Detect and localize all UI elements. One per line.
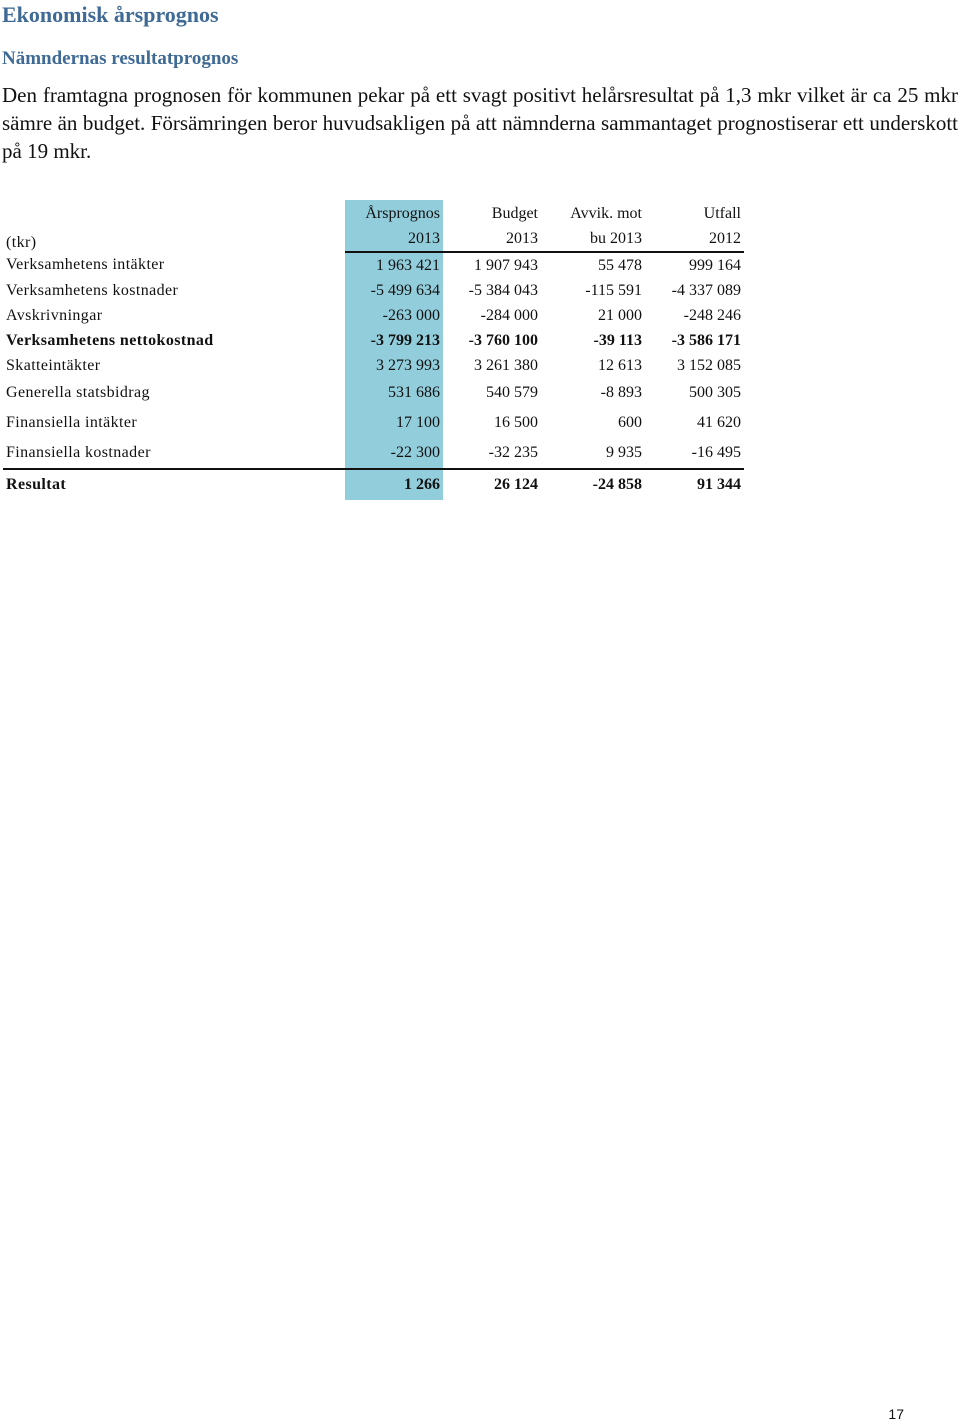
cell-forecast: -5 499 634 (345, 278, 443, 303)
col-header-budget: Budget (491, 204, 538, 222)
row-label: Avskrivningar (6, 306, 103, 324)
row-label: Resultat (6, 476, 67, 493)
cell-outcome: 500 305 (689, 384, 741, 401)
cell-outcome: -4 337 089 (671, 281, 741, 299)
col-header-forecast: Årsprognos (345, 200, 443, 227)
forecast-table (3, 200, 744, 500)
cell-forecast: -3 799 213 (345, 328, 443, 353)
cell-deviation: 9 935 (541, 438, 645, 469)
cell-outcome: 41 620 (697, 414, 741, 431)
table-header-row-1 (3, 200, 744, 227)
table-row (3, 408, 744, 438)
table-row (3, 378, 744, 408)
row-label: Verksamhetens kostnader (6, 281, 179, 299)
cell-forecast: 1 963 421 (345, 252, 443, 278)
cell-outcome: -16 495 (645, 438, 744, 469)
col-header-outcome: Utfall (703, 204, 741, 222)
col-header-deviation: Avvik. mot (570, 204, 642, 222)
cell-budget: -3 760 100 (468, 331, 538, 349)
table-row-result (3, 469, 744, 500)
cell-budget: -5 384 043 (468, 281, 538, 299)
section-subtitle: Nämndernas resultatprognos (2, 48, 239, 69)
cell-deviation: -39 113 (593, 331, 642, 349)
row-label: Skatteintäkter (6, 356, 101, 374)
cell-forecast: -263 000 (345, 303, 443, 328)
row-label: Finansiella kostnader (3, 438, 345, 469)
cell-budget: 1 907 943 (474, 256, 538, 274)
table-row (3, 278, 744, 303)
table-row (3, 303, 744, 328)
cell-deviation: 12 613 (598, 356, 642, 374)
col-subheader-outcome: 2012 (645, 227, 744, 252)
unit-label: (tkr) (6, 234, 37, 251)
page-number: 17 (888, 1406, 904, 1422)
cell-forecast: 17 100 (345, 408, 443, 438)
cell-budget: 540 579 (486, 384, 538, 401)
cell-forecast: 3 273 993 (345, 353, 443, 378)
cell-budget: 3 261 380 (474, 356, 538, 374)
cell-budget: 16 500 (494, 414, 538, 431)
table-row (3, 438, 744, 469)
cell-forecast: 1 266 (345, 469, 443, 500)
cell-forecast: 531 686 (345, 378, 443, 408)
cell-outcome: 3 152 085 (677, 356, 741, 374)
cell-outcome: 91 344 (697, 476, 741, 493)
cell-deviation: 55 478 (598, 256, 642, 274)
row-label: Finansiella intäkter (6, 414, 138, 431)
cell-deviation: -115 591 (585, 281, 642, 299)
cell-deviation: -8 893 (600, 384, 642, 401)
cell-forecast: -22 300 (345, 438, 443, 469)
cell-deviation: 21 000 (598, 306, 642, 324)
table-row (3, 353, 744, 378)
cell-outcome: 999 164 (689, 256, 741, 274)
row-label: Generella statsbidrag (6, 384, 150, 401)
summary-paragraph: Den framtagna prognosen för kommunen pekar på ett svagt positivt helårsresultat på 1,3 mkr vilket är ca 25 mkr sämre än budget. Försämringen beror huvudsakligen på att nämnderna sammantaget prognostiserar ett underskott på 19 mkr. (2, 83, 958, 163)
cell-outcome: -3 586 171 (671, 331, 741, 349)
cell-deviation: 600 (618, 414, 642, 431)
cell-budget: 26 124 (494, 476, 538, 493)
col-subheader-deviation: bu 2013 (541, 227, 645, 252)
cell-budget: -32 235 (443, 438, 541, 469)
cell-outcome: -248 246 (683, 306, 741, 324)
row-label: Verksamhetens intäkter (6, 256, 165, 273)
table-row (3, 252, 744, 278)
table-row-subtotal (3, 328, 744, 353)
col-subheader-budget: 2013 (443, 227, 541, 252)
document-title: Ekonomisk årsprognos (2, 2, 219, 27)
cell-deviation: -24 858 (592, 476, 642, 493)
row-label: Verksamhetens nettokostnad (6, 331, 214, 349)
cell-budget: -284 000 (480, 306, 538, 324)
col-subheader-forecast: 2013 (345, 227, 443, 252)
